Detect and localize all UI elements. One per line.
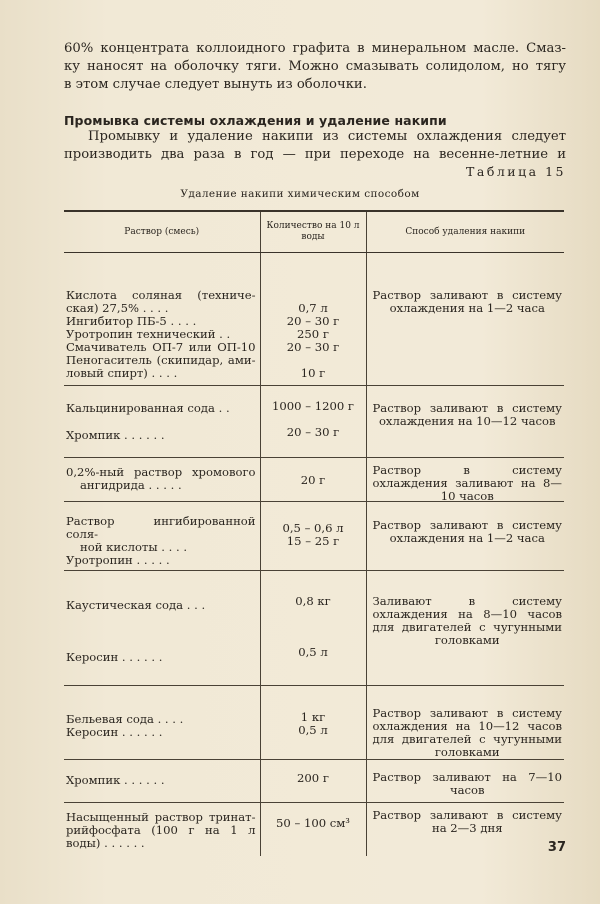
- quantity: 200 г: [297, 771, 329, 785]
- solution-name: ангидрида . . . . .: [80, 478, 182, 492]
- quantity: 0,8 кг: [295, 594, 331, 608]
- table-row: [64, 803, 564, 857]
- solution-name: Смачиватель ОП-7 или ОП-10: [66, 340, 256, 354]
- method: Заливают в систему охлаждения на 8—10 часов для двигателей с чугунными головками: [372, 594, 562, 647]
- solution-name: Ингибитор ПБ-5 . . . .: [66, 314, 197, 328]
- quantity: 0,5 л: [298, 645, 328, 659]
- table-row: [64, 571, 564, 686]
- method: Раствор заливают в систему охлаждения на 10—12 часов для двигателей с чугунными головками: [372, 706, 562, 759]
- quantity: 20 – 30 г: [286, 340, 340, 354]
- table-row: [64, 686, 564, 760]
- section-heading: Промывка системы охлаждения и удаление накипи: [64, 113, 447, 128]
- solution-name: Пеногаситель (скипидар, ами-: [66, 353, 256, 367]
- text-line: Промывку и удаление накипи из системы охлаждения следует: [88, 129, 566, 144]
- header-method: Способ удаления накипи: [366, 211, 564, 253]
- solution-name: ская) 27,5% . . . .: [66, 301, 169, 315]
- solution-name: Каустическая сода . . .: [66, 598, 206, 612]
- solution-name: Хромпик . . . . . .: [66, 773, 165, 787]
- solution-name: Насыщенный раствор тринат-: [66, 810, 256, 824]
- table-row: [64, 502, 564, 571]
- table-row: [64, 458, 564, 502]
- quantity: 0,5 л: [298, 723, 328, 737]
- solution-name: Кальцинированная сода . .: [66, 401, 230, 415]
- solution-name: Бельевая сода . . . .: [66, 712, 184, 726]
- solution-name: ловый спирт) . . . .: [66, 366, 178, 380]
- quantity: 1 кг: [300, 710, 326, 724]
- solution-name: Керосин . . . . . .: [66, 725, 163, 739]
- method: Раствор в систему охлаждения заливают на 8—10 часов: [372, 463, 562, 503]
- scale-removal-table: [64, 210, 564, 856]
- header-quantity: Количество на 10 л воды: [260, 211, 366, 253]
- table-number: Таблица 15: [466, 164, 566, 179]
- text-line: 60% концентрата коллоидного графита в минеральном масле. Смаз-: [64, 41, 566, 56]
- quantity: 50 – 100 см³: [276, 816, 350, 830]
- method: Раствор заливают в систему охлаждения на 10—12 часов: [372, 401, 562, 428]
- quantity: 15 – 25 г: [286, 534, 340, 548]
- method: Раствор заливают в систему охлаждения на 1—2 часа: [372, 288, 562, 315]
- quantity: 0,7 л: [298, 301, 328, 315]
- solution-name: ной кислоты . . . .: [80, 540, 188, 554]
- page-number: 37: [547, 840, 566, 855]
- solution-name: воды) . . . . . .: [66, 836, 145, 850]
- quantity: 20 г: [300, 473, 326, 487]
- method: Раствор заливают в систему охлаждения на 1—2 часа: [372, 518, 562, 545]
- header-solution: Раствор (смесь): [64, 211, 260, 253]
- section-paragraph: [64, 128, 566, 164]
- solution-name: рийфосфата (100 г на 1 л: [66, 823, 256, 837]
- quantity: 250 г: [297, 327, 329, 341]
- table-row: [64, 760, 564, 803]
- method: Раствор заливают в систему на 2—3 дня: [372, 808, 562, 835]
- quantity: 0,5 – 0,6 л: [282, 521, 344, 535]
- quantity: 10 г: [300, 366, 326, 380]
- solution-name: Керосин . . . . . .: [66, 650, 163, 664]
- solution-name: 0,2%-ный раствор хромового: [66, 465, 256, 479]
- quantity: 20 – 30 г: [286, 314, 340, 328]
- quantity: 1000 – 1200 г: [272, 399, 354, 413]
- table-row: [64, 386, 564, 458]
- solution-name: Кислота соляная (техниче-: [66, 288, 256, 302]
- table-title: Удаление накипи химическим способом: [180, 188, 420, 200]
- solution-name: Уротропин технический . .: [66, 327, 231, 341]
- solution-name: Раствор ингибированной соля-: [66, 514, 256, 541]
- quantity: 20 – 30 г: [286, 425, 340, 439]
- table-header-row: [64, 211, 564, 253]
- solution-name: Уротропин . . . . .: [66, 553, 170, 567]
- text-line: ку наносят на оболочку тяги. Можно смазывать солидолом, но тягу: [64, 59, 566, 74]
- text-line: производить два раза в год — при переходе на весенне-летние и: [64, 147, 566, 162]
- intro-paragraph: [64, 40, 566, 94]
- text-line: в этом случае следует вынуть из оболочки.: [64, 77, 367, 92]
- method: Раствор заливают на 7—10 часов: [372, 770, 562, 797]
- table-row: [64, 253, 564, 386]
- solution-name: Хромпик . . . . . .: [66, 428, 165, 442]
